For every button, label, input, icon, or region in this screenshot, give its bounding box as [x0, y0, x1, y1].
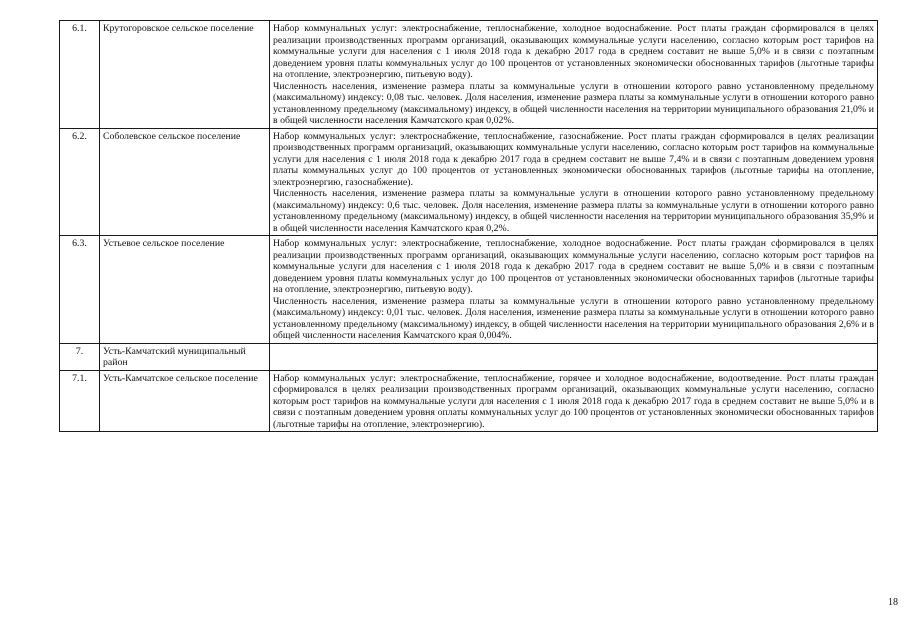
row-description: [270, 236, 878, 344]
district-name: Усть-Камчатский муниципальный район: [100, 343, 270, 370]
population-paragraph: Численность населения, изменение размера платы за коммунальные услуги в отношении которого равно установленному предельному (максимальному) индексу: 0,08 тыс. человек. Доля населения, изменение размера платы за коммунальные услуги в отношении которого равно установленному предельному (максимальному) индексу, в общей численности населения на территории муниципального образования 21,0% и в общей численности населения Камчатского края 0,02%.: [273, 80, 874, 126]
table-row: [60, 236, 878, 344]
row-number: 6.1.: [60, 21, 100, 129]
row-description: [270, 128, 878, 236]
row-description: [270, 343, 878, 370]
settlement-name: Устьевое сельское поселение: [100, 236, 270, 344]
row-number: 7.1.: [60, 370, 100, 432]
table-row: [60, 370, 878, 432]
row-description: [270, 370, 878, 432]
population-paragraph: Численность населения, изменение размера платы за коммунальные услуги в отношении которого равно установленному предельному (максимальному) индексу: 0,6 тыс. человек. Доля населения, изменение размера платы за коммунальные услуги в отношении которого равно установленному предельному (максимальному) индексу, в общей численности населения на территории муниципального образования 35,9% и в общей численности населения Камчатского края 0,2%.: [273, 188, 874, 234]
services-paragraph: Набор коммунальных услуг: электроснабжение, теплоснабжение, холодное водоснабжение. Рост платы граждан сформировался в целях реализации производственных программ организаций, оказывающих коммунальные услуги населению, согласно которым рост тарифов на коммунальные услуги для населения с 1 июля 2018 года к декабрю 2017 года в среднем составит не выше 5,0% и в связи с поэтапным доведением уровня платы коммунальных услуг до 100 процентов от установленных экономически обоснованных тарифов (льготные тарифы на отопление, электроэнергию, питьевую воду).: [273, 238, 874, 295]
row-number: 6.2.: [60, 128, 100, 236]
services-paragraph: Набор коммунальных услуг: электроснабжение, теплоснабжение, горячее и холодное водоснабжение, водоотведение. Рост платы граждан сформировался в целях реализации производственных программ организаций, оказывающих коммунальные услуги населению, согласно которым рост тарифов на коммунальные услуги для населения с 1 июля 2018 года к декабрю 2017 года в среднем составит не выше 5,0% и в связи с поэтапным доведением уровня оплаты коммунальных услуг до 100 процентов от установленных экономически обоснованных тарифов (льготные тарифы на отопление, электроэнергию).: [273, 372, 874, 430]
row-number: 6.3.: [60, 236, 100, 344]
settlement-name: Соболевское сельское поселение: [100, 128, 270, 236]
services-paragraph: Набор коммунальных услуг: электроснабжение, теплоснабжение, газоснабжение. Рост платы граждан сформировался в целях реализации производственных программ организаций, оказывающих коммунальные услуги населению, согласно которым рост тарифов на коммунальные услуги для населения с 1 июля 2018 года к декабрю 2017 года в среднем составит не выше 7,4% и в связи с поэтапным доведением уровня платы коммунальных услуг до 100 процентов от установленных экономически обоснованных тарифов (льготные тарифы на отопление, электроэнергию, газоснабжение).: [273, 130, 874, 188]
table-row: [60, 21, 878, 129]
population-paragraph: Численность населения, изменение размера платы за коммунальные услуги в отношении которого равно установленному предельному (максимальному) индексу: 0,01 тыс. человек. Доля населения, изменение размера платы за коммунальные услуги в отношении которого равно установленному предельному (максимальному) индексу, в общей численности населения на территории муниципального образования 2,6% и в общей численности населения Камчатского края 0,004%.: [273, 295, 874, 341]
settlement-name: Крутогоровское сельское поселение: [100, 21, 270, 129]
table-row: [60, 128, 878, 236]
page-number: 18: [888, 597, 898, 608]
table-row: [60, 343, 878, 370]
settlement-name: Усть-Камчатское сельское поселение: [100, 370, 270, 432]
tariff-table: [59, 20, 878, 432]
row-description: [270, 21, 878, 129]
row-number: 7.: [60, 343, 100, 370]
services-paragraph: Набор коммунальных услуг: электроснабжение, теплоснабжение, холодное водоснабжение. Рост платы граждан сформировался в целях реализации производственных программ организаций, оказывающих коммунальные услуги населению, согласно которым рост тарифов на коммунальные услуги для населения с 1 июля 2018 года к декабрю 2017 года в среднем составит не выше 5,0% и в связи с поэтапным доведением уровня платы коммунальных услуг до 100 процентов от установленных экономически обоснованных тарифов (льготные тарифы на отопление, электроэнергию, питьевую воду).: [273, 23, 874, 80]
